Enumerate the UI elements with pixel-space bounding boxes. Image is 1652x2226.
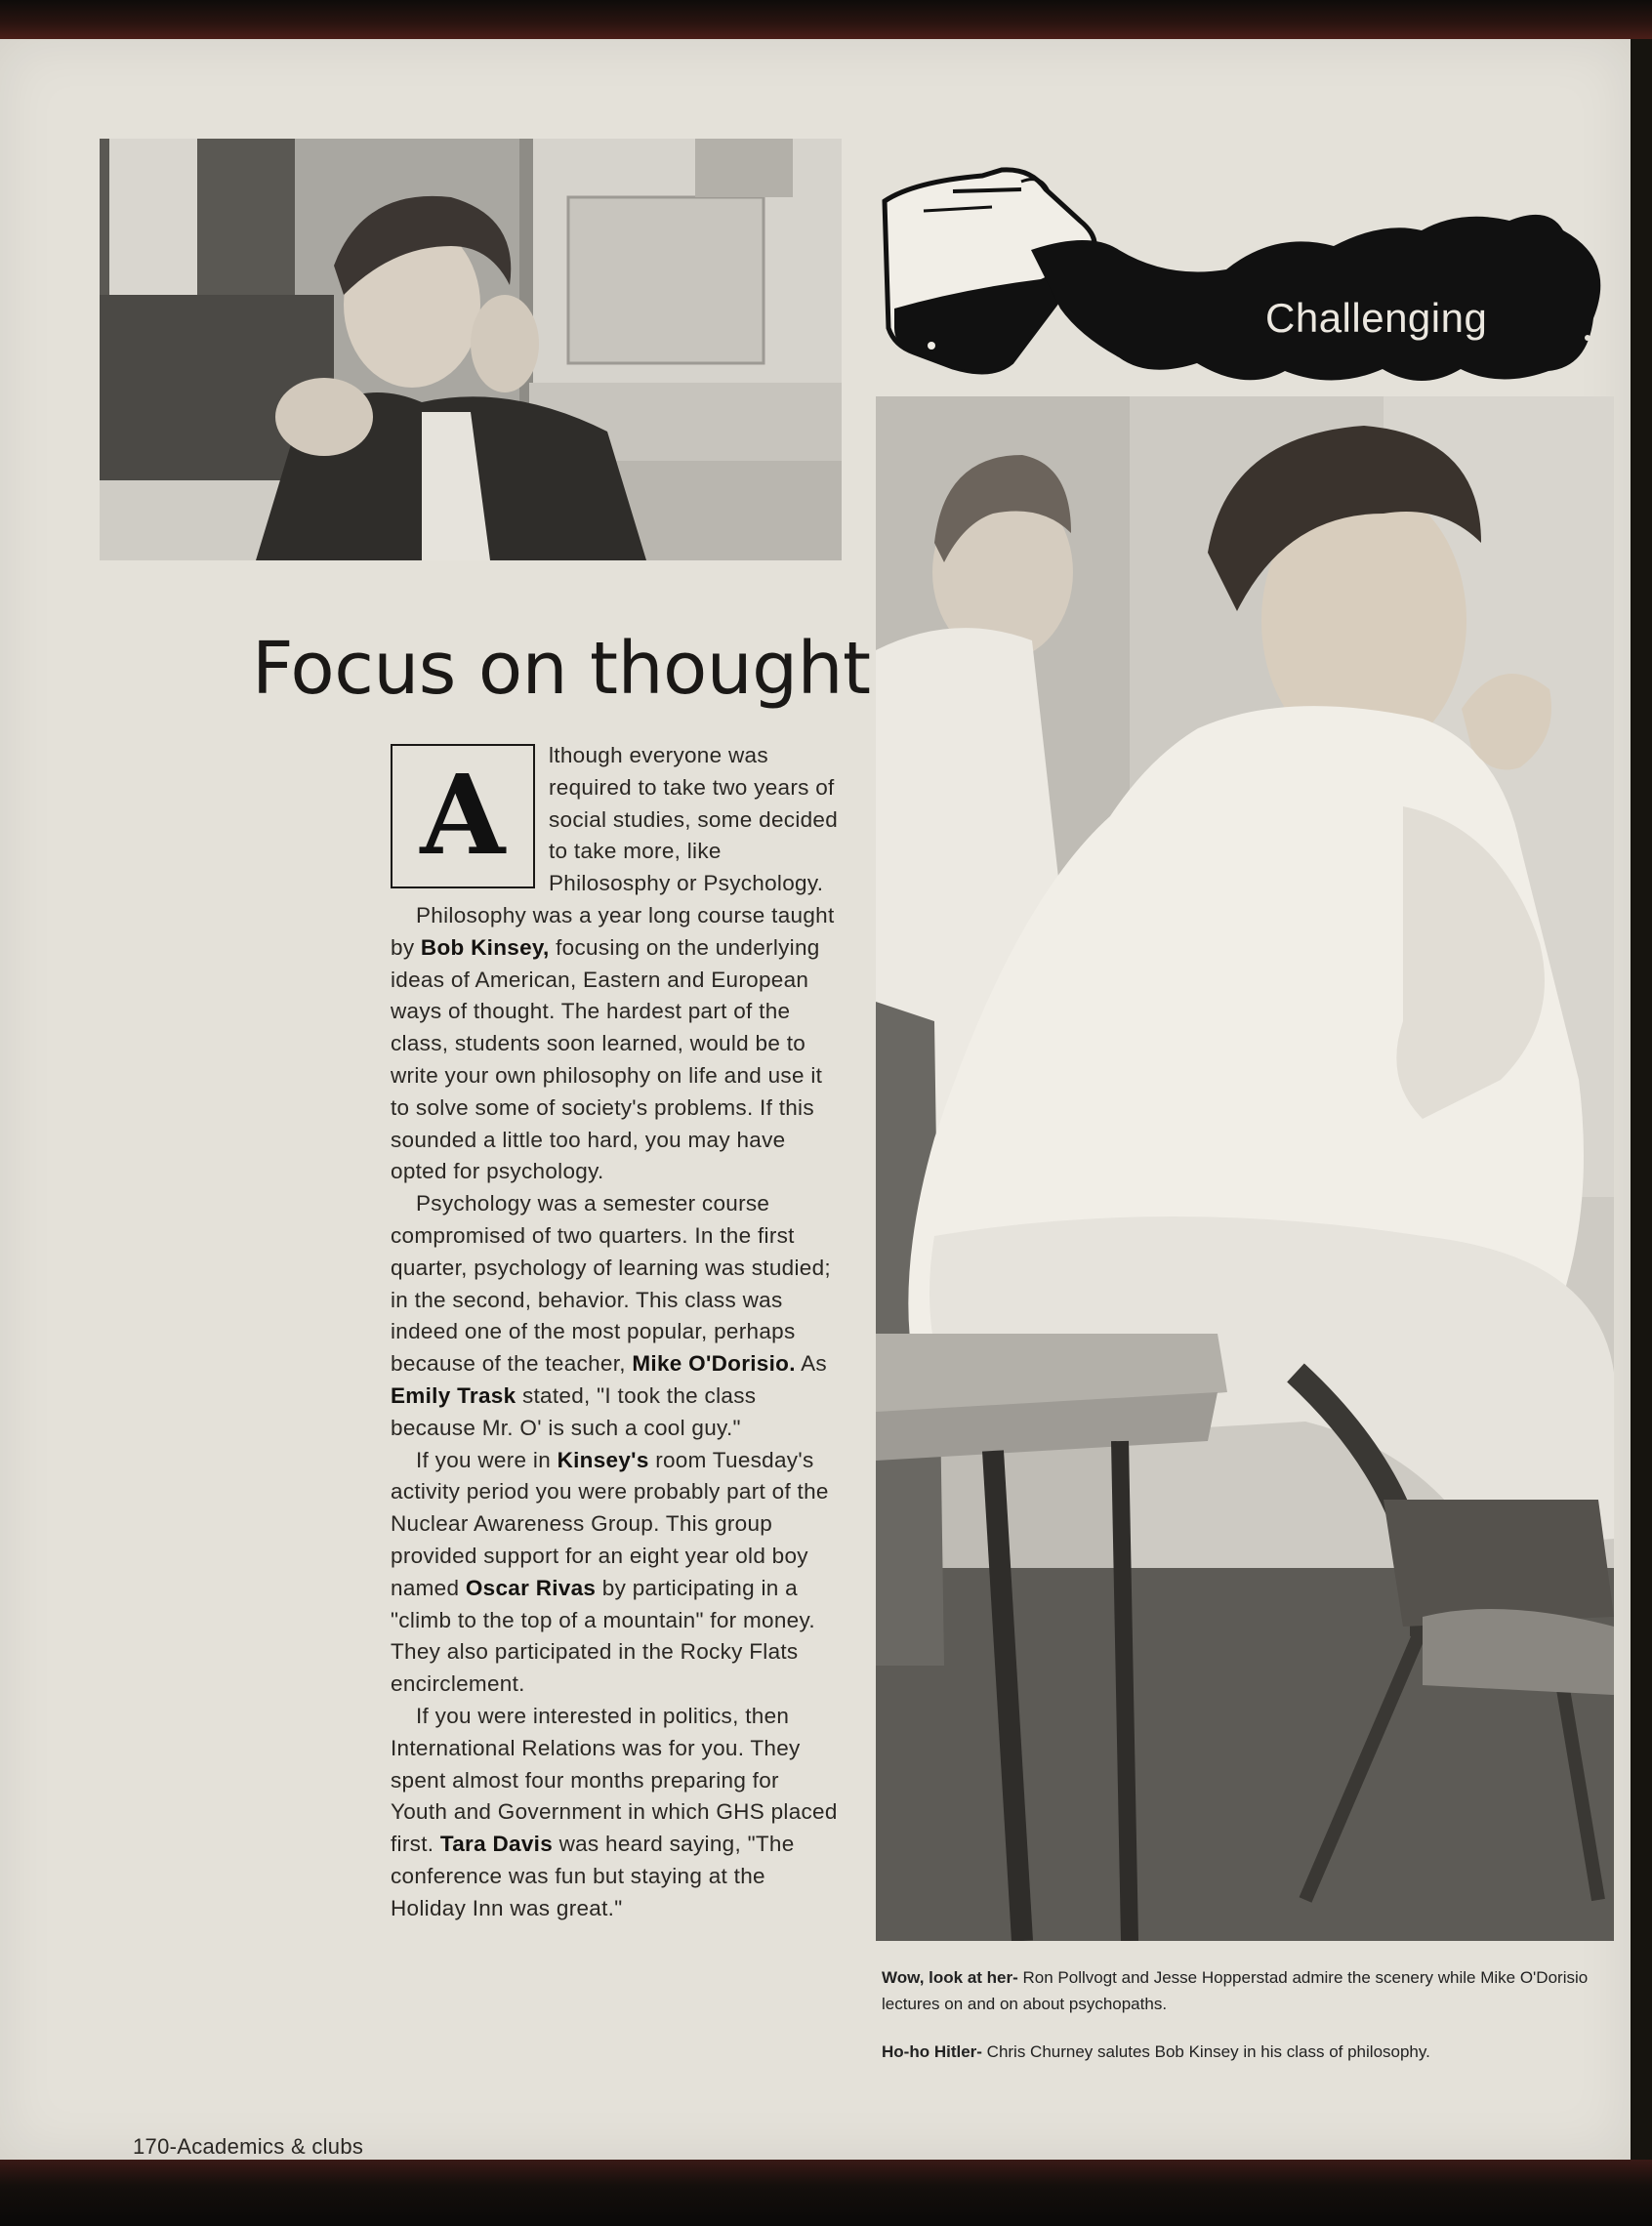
paragraph-5-text-a: If you were interested in politics, then International Relations was for you. They spent almost four months preparing for Youth and Government in which GHS placed first. [391,1703,838,1857]
paragraph-1: lthough everyone was required to take two years of social studies, some decided to take more, like Philososphy or Psychology. [549,743,839,896]
caption-2-title: Ho-ho Hitler- [882,2042,982,2061]
photo-students-desk-image [876,396,1614,1941]
paragraph-5 [391,1701,842,1925]
article-body [391,740,842,1924]
paragraph-3-text-b: As [795,1351,827,1377]
name-tara-davis: Tara Davis [439,1832,554,1857]
photo-students-desk [876,396,1614,1941]
paragraph-3-text-a: Psychology was a semester course compromised of two quarters. In the first quarter, psychology of learning was studied; in the second, behavior. This class was indeed one of the most popular, perhaps because of the teacher, [391,1191,831,1377]
caption-2-text: Chris Churney salutes Bob Kinsey in his class of philosophy. [981,2042,1430,2061]
photo-student-thinking-image [100,139,842,560]
caption-1-title: Wow, look at her- [882,1968,1018,1987]
drop-cap: A [391,744,535,888]
paragraph-4-text-b: room Tuesday's activity period you were probably part of the Nuclear Awareness Group. This group provided support for an eight year old boy named [391,1447,829,1600]
name-bob-kinsey: Bob Kinsey, [420,934,550,960]
caption-2 [882,2039,1624,2065]
photo-captions [882,1964,1624,2086]
headline: Focus on thought [252,627,871,711]
name-emily-trask: Emily Trask [391,1382,516,1408]
caption-1 [882,1964,1624,2017]
name-mike-odorisio: Mike O'Dorisio. [632,1351,796,1377]
paragraph-4 [391,1445,842,1701]
page-bottom-edge [0,2160,1652,2226]
caption-1-text: Ron Pollvogt and Jesse Hopperstad admire the scenery while Mike O'Dorisio lectures on and on about psychopaths. [882,1968,1589,2013]
paragraph-3 [391,1188,842,1444]
spilled-bottle-icon [875,162,1609,406]
yearbook-page [0,39,1631,2160]
paragraph-2-text-a: Philosophy was a year long course taught by [391,902,835,960]
paragraph-4-text-c: by participating in a "climb to the top of a mountain" for money. They also participated in the Rocky Flats encirclement. [391,1575,815,1697]
paragraph-5-text-b: was heard saying, "The conference was fun but staying at the Holiday Inn was great." [391,1832,795,1920]
page-folio: 170-Academics & clubs [133,2134,364,2159]
name-oscar-rivas: Oscar Rivas [465,1575,597,1600]
paragraph-3-text-c: stated, "I took the class because Mr. O' is such a cool guy." [391,1382,757,1440]
name-kinseys: Kinsey's [557,1447,649,1472]
paragraph-2 [391,900,842,1188]
section-logo [875,162,1609,406]
page-top-edge [0,0,1652,39]
paragraph-2-text-b: focusing on the underlying ideas of American, Eastern and European ways of thought. The hardest part of the class, students soon learned, would be to write your own philosophy on life and use it to solve some of society's problems. If this sounded a little too hard, you may have opted for psychology. [391,934,823,1184]
section-label: Challenging [1265,295,1488,341]
paragraph-4-text-a: If you were in [416,1447,558,1472]
photo-student-thinking [100,139,842,560]
